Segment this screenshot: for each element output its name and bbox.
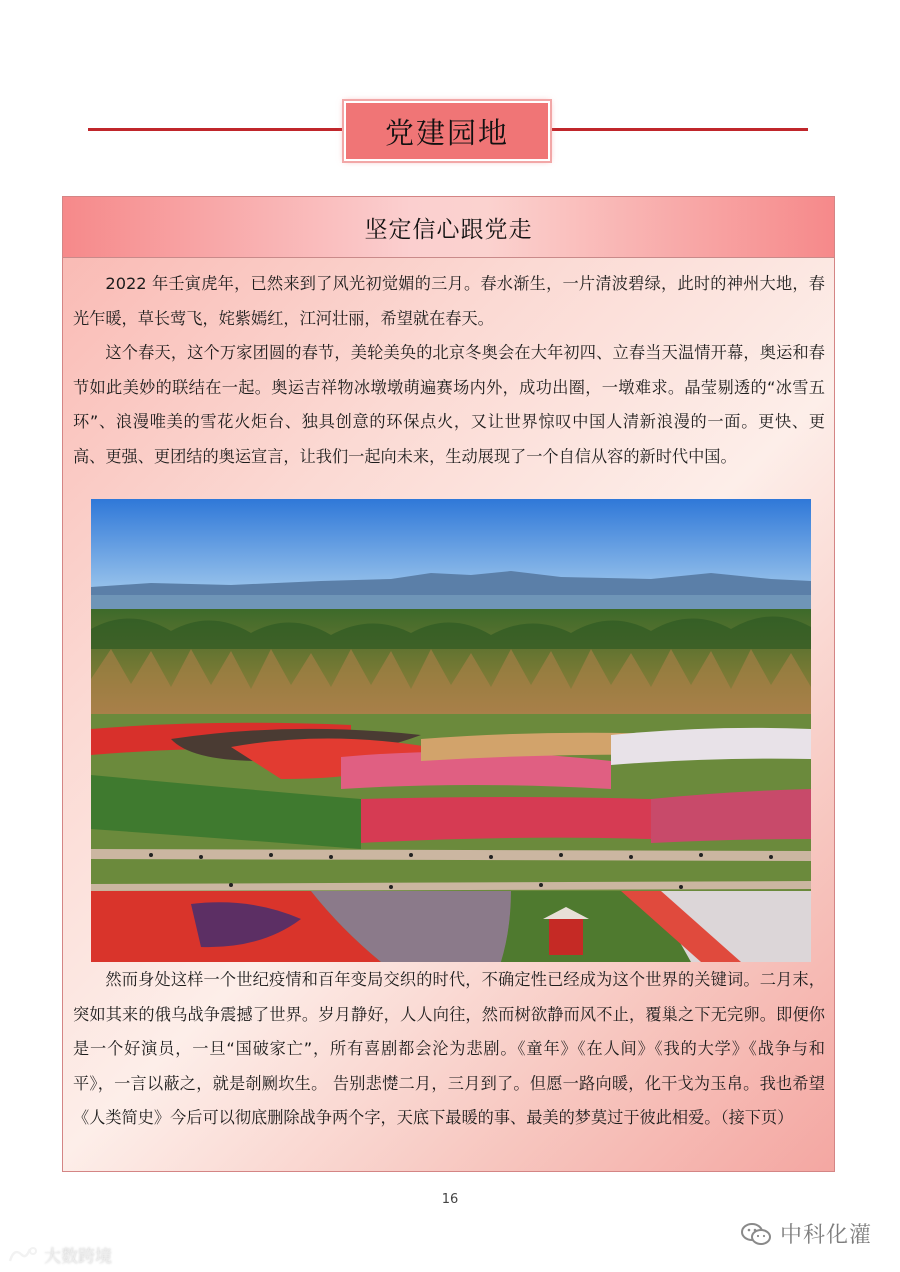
flower-field-photo <box>91 499 811 962</box>
article-paragraph-3: 然而身处这样一个世纪疫情和百年变局交织的时代，不确定性已经成为这个世界的关键词。二月末，突如其来的俄乌战争震撼了世界。岁月静好，人人向往，然而树欲静而风不止，覆巢之下无完卵。即便你是一个好演员，一旦“国破家亡”，所有喜剧都会沦为悲剧。《童年》《在人间》《我的大学》《战争与和平》，一言以蔽之，就是剞劂坎生。 告别悲憷二月，三月到了。但愿一路向暖，化干戈为玉帛。我也希望《人类简史》今后可以彻底删除战争两个字，天底下最暖的事、最美的梦莫过于彼此相爱。（接下页） <box>73 970 825 1127</box>
article-paragraph-1: 2022 年壬寅虎年，已然来到了风光初觉媚的三月。春水渐生，一片清波碧绿，此时的神州大地，春光乍暖，草长莺飞，姹紫嫣红，江河壮丽，希望就在春天。 <box>73 274 825 328</box>
header-rule-left <box>88 128 348 131</box>
article-paragraph-2: 这个春天，这个万家团圆的春节，美轮美奂的北京冬奥会在大年初四、立春当天温情开幕，奥运和春节如此美妙的联结在一起。奥运吉祥物冰墩墩萌遍赛场内外，成功出圈，一墩难求。晶莹剔透的“冰雪五环”、浪漫唯美的雪花火炬台、独具创意的环保点火，又让世界惊叹中国人清新浪漫的一面。更快、更高、更强、更团结的奥运宣言，让我们一起向未来，生动展现了一个自信从容的新时代中国。 <box>73 343 825 466</box>
watermark-right-text: 中科化灌 <box>780 1223 873 1248</box>
page-number: 16 <box>441 1192 459 1207</box>
wechat-icon <box>740 1221 772 1247</box>
article-title: 坚定信心跟党走 <box>364 216 533 243</box>
article-title-bar <box>63 197 834 258</box>
watermark-left <box>8 1242 112 1267</box>
section-title-box <box>344 101 550 161</box>
header-rule-right <box>550 128 808 131</box>
flower-field-illustration <box>91 499 811 962</box>
watermark-left-text: 大数跨境 <box>44 1247 112 1267</box>
article-frame <box>62 196 835 1172</box>
section-title: 党建园地 <box>384 115 509 150</box>
brand-logo-icon <box>8 1245 38 1265</box>
watermark-right <box>740 1218 872 1249</box>
